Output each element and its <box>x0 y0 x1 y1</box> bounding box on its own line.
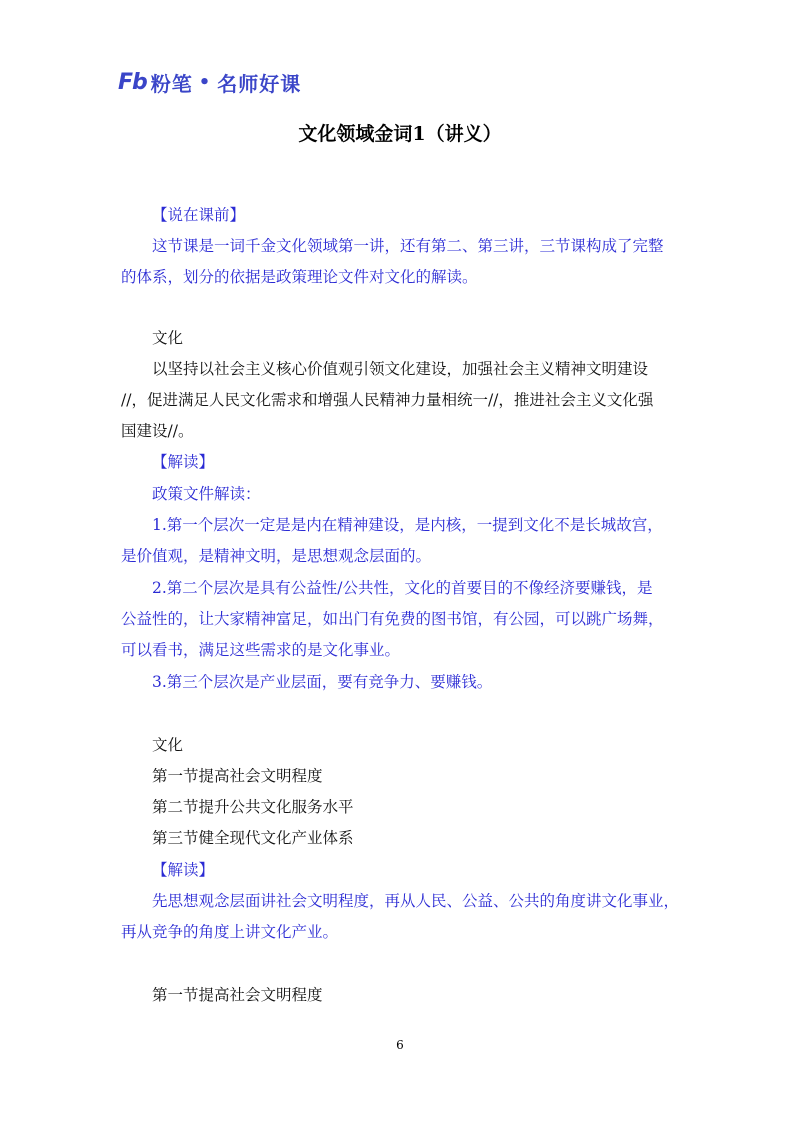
page-title: 文化领域金词1（讲义） <box>298 123 502 145</box>
text-line: 的体系，划分的依据是政策理论文件对文化的解读。 <box>121 268 478 286</box>
logo-separator: • <box>198 72 212 93</box>
text-line: 【说在课前】 <box>152 206 246 224</box>
text-line: 第二节提升公共文化服务水平 <box>152 798 354 816</box>
text-line: 3.第三个层次是产业层面，要有竞争力、要赚钱。 <box>152 673 493 691</box>
text-line: 文化 <box>152 329 184 347</box>
text-line: 【解读】 <box>152 861 215 879</box>
page-number: 6 <box>396 1038 404 1052</box>
fenbi-logo <box>118 68 301 97</box>
text-line: 以坚持以社会主义核心价值观引领文化建设，加强社会主义精神文明建设 <box>152 360 649 378</box>
text-line: 先思想观念层面讲社会文明程度，再从人民、公益、公共的角度讲文化事业， <box>152 892 680 910</box>
text-line: 【解读】 <box>152 453 215 471</box>
text-line: 再从竞争的角度上讲文化产业。 <box>121 923 339 941</box>
brand-slogan: 名师好课 <box>217 72 302 96</box>
text-line: 2.第二个层次是具有公益性/公共性，文化的首要目的不像经济要赚钱，是 <box>152 579 653 597</box>
text-line: //，促进满足人民文化需求和增强人民精神力量相统一//，推进社会主义文化强 <box>121 391 654 409</box>
brand-name: 粉笔 <box>150 72 193 96</box>
text-line: 国建设//。 <box>121 422 194 440</box>
text-line: 是价值观，是精神文明，是思想观念层面的。 <box>121 547 432 565</box>
text-line: 第三节健全现代文化产业体系 <box>152 829 354 847</box>
text-line: 文化 <box>152 736 184 754</box>
text-line: 可以看书，满足这些需求的是文化事业。 <box>121 641 401 659</box>
text-line: 1.第一个层次一定是是内在精神建设，是内核，一提到文化不是长城故宫， <box>152 516 663 534</box>
text-line: 这节课是一词千金文化领域第一讲，还有第二、第三讲，三节课构成了完整 <box>152 237 664 255</box>
logo-mark: Fb <box>118 70 147 95</box>
text-line: 第一节提高社会文明程度 <box>152 767 323 785</box>
text-line: 第一节提高社会文明程度 <box>152 986 323 1004</box>
text-line: 政策文件解读： <box>152 485 261 503</box>
text-line: 公益性的，让大家精神富足，如出门有免费的图书馆，有公园，可以跳广场舞， <box>121 610 664 628</box>
